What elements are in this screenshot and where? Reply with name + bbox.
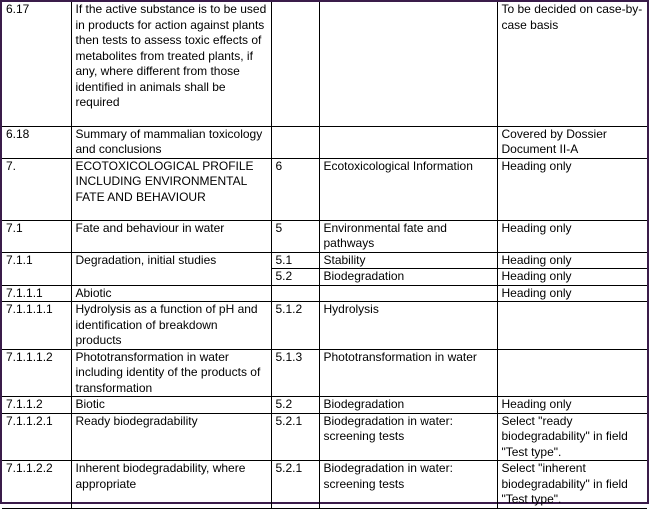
- oecd-number-cell: 7.1.1.2.1: [2, 413, 71, 461]
- oecd-number-cell: 7.1.1.2.2: [2, 461, 71, 509]
- iuclid-section-cell: 5: [271, 220, 319, 252]
- oecd-requirement-cell: Phototransformation in water including identity of the products of transformation: [71, 349, 271, 397]
- iuclid-section-cell: 6: [271, 158, 319, 220]
- oecd-requirement-cell: ECOTOXICOLOGICAL PROFILE INCLUDING ENVIRONMENTAL FATE AND BEHAVIOUR: [71, 158, 271, 220]
- iuclid-section-cell: 5.2: [271, 269, 319, 286]
- oecd-requirement-cell: Hydrolysis as a function of pH and identification of breakdown products: [71, 302, 271, 350]
- iuclid-title-cell: Stability: [319, 252, 497, 269]
- iuclid-title-cell: [319, 126, 497, 158]
- iuclid-section-cell: 5.1.3: [271, 349, 319, 397]
- iuclid-title-cell: Phototransformation in water: [319, 349, 497, 397]
- remarks-cell: Select "inherent biodegradability" in field "Test type".: [497, 461, 647, 509]
- iuclid-title-cell: [319, 285, 497, 302]
- oecd-number-cell: 7.1.1.2: [2, 397, 71, 414]
- iuclid-section-cell: [271, 285, 319, 302]
- oecd-number-cell: 7.: [2, 158, 71, 220]
- oecd-number-cell: 6.17: [2, 2, 71, 126]
- iuclid-title-cell: Hydrolysis: [319, 302, 497, 350]
- iuclid-section-cell: 5.2: [271, 397, 319, 414]
- oecd-number-cell: 7.1.1: [2, 252, 71, 285]
- remarks-cell: Covered by Dossier Document II-A: [497, 126, 647, 158]
- remarks-cell: Heading only: [497, 285, 647, 302]
- remarks-cell: Heading only: [497, 269, 647, 286]
- requirements-mapping-table: [2, 2, 647, 509]
- oecd-requirement-cell: Abiotic: [71, 285, 271, 302]
- table-row: [2, 413, 647, 461]
- iuclid-title-cell: Biodegradation in water: screening tests: [319, 413, 497, 461]
- iuclid-title-cell: Biodegradation in water: screening tests: [319, 461, 497, 509]
- remarks-cell: Select "ready biodegradability" in field "Test type".: [497, 413, 647, 461]
- iuclid-title-cell: Biodegradation: [319, 397, 497, 414]
- iuclid-section-cell: [271, 2, 319, 126]
- iuclid-title-cell: Environmental fate and pathways: [319, 220, 497, 252]
- remarks-cell: Heading only: [497, 397, 647, 414]
- table-row: [2, 285, 647, 302]
- remarks-cell: Heading only: [497, 158, 647, 220]
- table-row: [2, 302, 647, 350]
- oecd-requirement-cell: Fate and behaviour in water: [71, 220, 271, 252]
- table-row: [2, 397, 647, 414]
- oecd-number-cell: 6.18: [2, 126, 71, 158]
- iuclid-section-cell: [271, 126, 319, 158]
- table-row: [2, 252, 647, 269]
- remarks-cell: Heading only: [497, 252, 647, 269]
- iuclid-section-cell: 5.2.1: [271, 413, 319, 461]
- oecd-requirement-cell: Biotic: [71, 397, 271, 414]
- remarks-cell: To be decided on case-by-case basis: [497, 2, 647, 126]
- iuclid-section-cell: 5.2.1: [271, 461, 319, 509]
- remarks-cell: Heading only: [497, 220, 647, 252]
- table-row: [2, 158, 647, 220]
- iuclid-title-cell: Biodegradation: [319, 269, 497, 286]
- iuclid-section-cell: 5.1: [271, 252, 319, 269]
- iuclid-section-cell: 5.1.2: [271, 302, 319, 350]
- table-row: [2, 220, 647, 252]
- table-row: [2, 349, 647, 397]
- iuclid-title-cell: [319, 2, 497, 126]
- oecd-requirement-cell: Ready biodegradability: [71, 413, 271, 461]
- oecd-number-cell: 7.1.1.1.2: [2, 349, 71, 397]
- oecd-requirement-cell: If the active substance is to be used in products for action against plants then tests to assess toxic effects of metabolites from treated plants, if any, where different from those identified in animals shall be required: [71, 2, 271, 126]
- table-row: [2, 126, 647, 158]
- oecd-number-cell: 7.1.1.1.1: [2, 302, 71, 350]
- oecd-requirement-cell: Inherent biodegradability, where appropriate: [71, 461, 271, 509]
- iuclid-title-cell: Ecotoxicological Information: [319, 158, 497, 220]
- remarks-cell: [497, 349, 647, 397]
- oecd-requirement-cell: Summary of mammalian toxicology and conclusions: [71, 126, 271, 158]
- oecd-number-cell: 7.1.1.1: [2, 285, 71, 302]
- table-row: [2, 461, 647, 509]
- remarks-cell: [497, 302, 647, 350]
- oecd-requirement-cell: Degradation, initial studies: [71, 252, 271, 285]
- oecd-number-cell: 7.1: [2, 220, 71, 252]
- table-row: [2, 2, 647, 126]
